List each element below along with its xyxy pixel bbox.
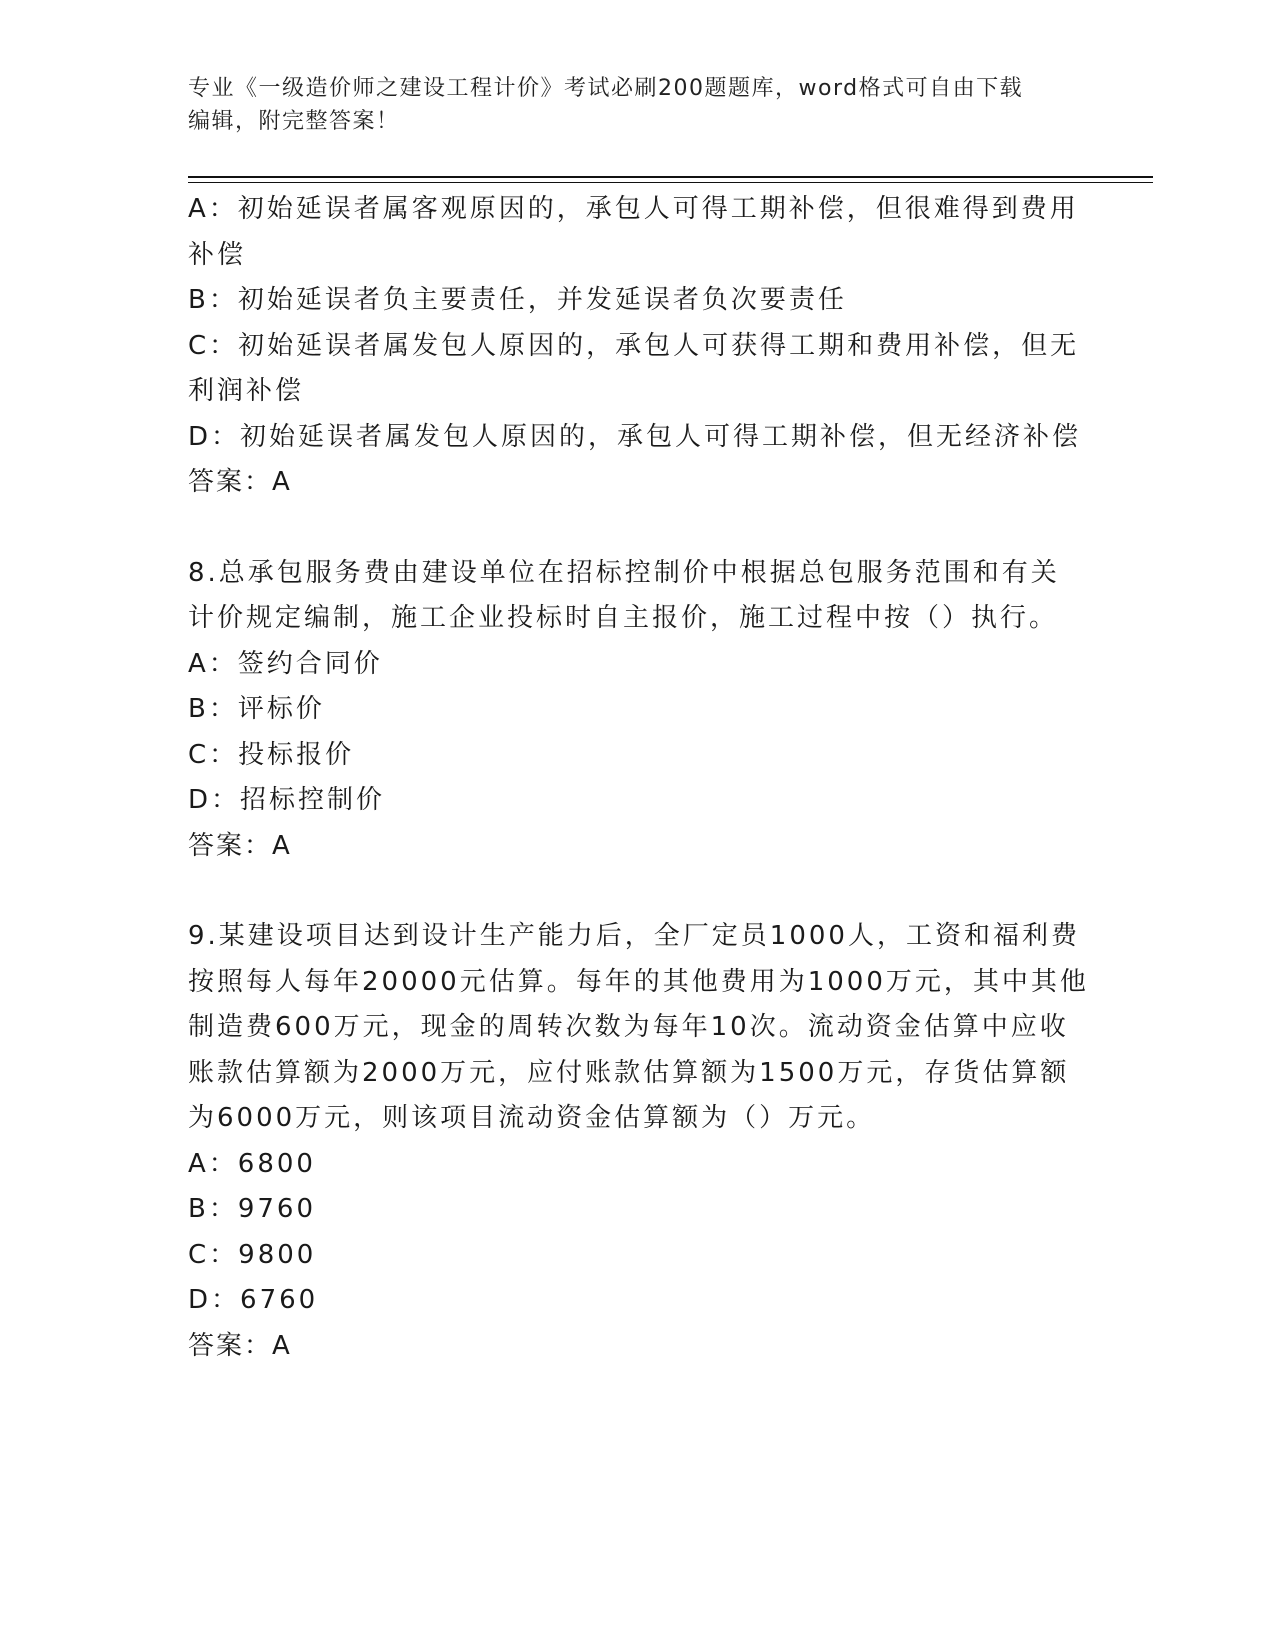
option-d: D：6760 bbox=[188, 1285, 319, 1315]
question-stem-line: 账款估算额为2000万元，应付账款估算额为1500万元，存货估算额 bbox=[188, 1057, 1070, 1088]
question-stem-line: 计价规定编制，施工企业投标时自主报价，施工过程中按（）执行。 bbox=[188, 603, 1059, 633]
option-d bbox=[188, 415, 1082, 461]
option-b bbox=[188, 278, 1078, 324]
option-a: A：6800 bbox=[188, 1148, 316, 1179]
option-a: A：签约合同价 bbox=[188, 648, 383, 679]
header-line-1: 专业《一级造价师之建设工程计价》考试必刷200题题库，word格式可自由下载 bbox=[188, 76, 1024, 101]
option-text: C：初始延误者属发包人原因的，承包人可获得工期和费用补偿，但无 bbox=[188, 330, 1080, 361]
option-text: B：初始延误者负主要责任，并发延误者负次要责任 bbox=[188, 285, 847, 315]
answer-line: 答案：A bbox=[188, 830, 292, 861]
question-stem-line: 为6000万元，则该项目流动资金估算额为（）万元。 bbox=[188, 1103, 876, 1133]
option-d: D：招标控制价 bbox=[188, 785, 386, 815]
header-divider-thick bbox=[188, 176, 1153, 178]
answer-line: 答案：A bbox=[188, 1330, 292, 1361]
document-header bbox=[188, 72, 1068, 138]
option-text-continued: 补偿 bbox=[188, 239, 247, 270]
question-stem-line: 制造费600万元，现金的周转次数为每年10次。流动资金估算中应收 bbox=[188, 1012, 1069, 1042]
question-8 bbox=[188, 551, 1078, 870]
option-c: C：9800 bbox=[188, 1239, 317, 1270]
question-stem-line: 9.某建设项目达到设计生产能力后，全厂定员1000人，工资和福利费 bbox=[188, 921, 1080, 951]
option-b: B：9760 bbox=[188, 1194, 317, 1224]
header-line-2: 编辑，附完整答案！ bbox=[188, 109, 400, 134]
spacer bbox=[188, 869, 1078, 914]
option-text: D：初始延误者属发包人原因的，承包人可得工期补偿，但无经济补偿 bbox=[188, 421, 1082, 452]
option-text: A：初始延误者属客观原因的，承包人可得工期补偿，但很难得到费用 bbox=[188, 194, 1079, 224]
question-content bbox=[188, 187, 1089, 1369]
question-9 bbox=[188, 914, 1089, 1369]
question-stem-line: 按照每人每年20000元估算。每年的其他费用为1000万元，其中其他 bbox=[188, 966, 1089, 997]
spacer bbox=[188, 506, 1078, 551]
option-text-continued: 利润补偿 bbox=[188, 376, 305, 406]
option-c bbox=[188, 324, 1078, 415]
option-b: B：评标价 bbox=[188, 694, 325, 724]
question-stem-line: 8.总承包服务费由建设单位在招标控制价中根据总包服务范围和有关 bbox=[188, 557, 1060, 588]
header-divider-thin bbox=[188, 182, 1153, 183]
answer-line: 答案：A bbox=[188, 467, 292, 497]
option-a bbox=[188, 187, 1078, 278]
question-7 bbox=[188, 187, 1082, 506]
option-c: C：投标报价 bbox=[188, 739, 355, 770]
